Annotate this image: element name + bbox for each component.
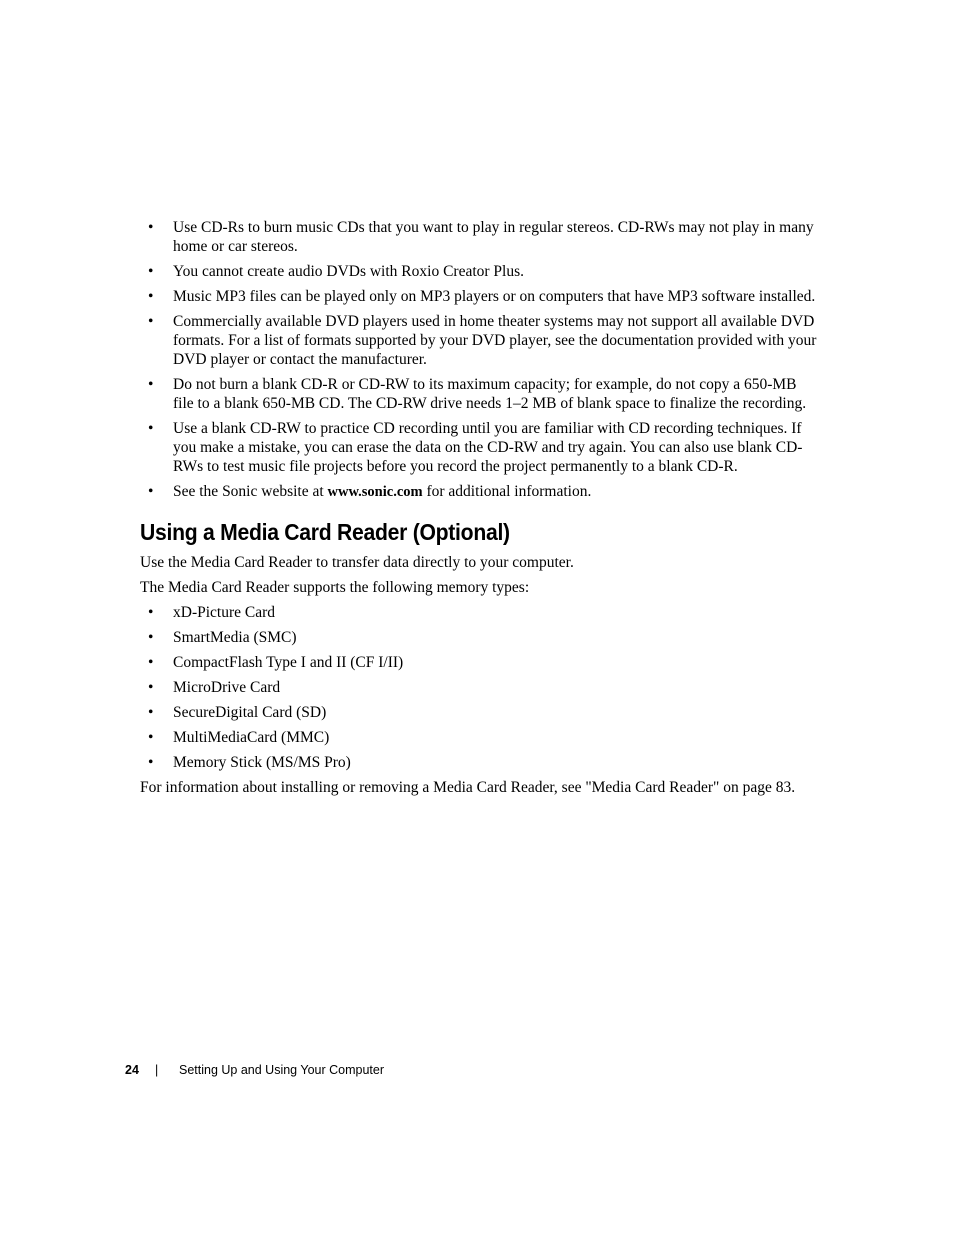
list-item: • Memory Stick (MS/MS Pro) bbox=[148, 754, 351, 771]
bullet-icon: • bbox=[148, 729, 154, 746]
supports-paragraph: The Media Card Reader supports the following memory types: bbox=[140, 579, 530, 596]
bullet-icon: • bbox=[148, 288, 154, 305]
sonic-prefix: See the Sonic website at bbox=[173, 483, 328, 500]
bullet-icon: • bbox=[148, 604, 154, 621]
bullet-icon: • bbox=[148, 313, 154, 330]
memory-types-list bbox=[140, 603, 820, 772]
bullet-icon: • bbox=[148, 629, 154, 646]
cd-tips-list bbox=[140, 218, 820, 502]
bullet-icon: • bbox=[148, 219, 154, 236]
list-item: • Use a blank CD-RW to practice CD recording until you are familiar with CD recording techniques. If you make a mistake, you can erase the data on the CD-RW and try again. You can also use blank CD-RWs to test music file projects before you record the project permanently to a blank CD-R. bbox=[148, 420, 803, 475]
intro-paragraph: Use the Media Card Reader to transfer data directly to your computer. bbox=[140, 554, 574, 571]
closing-paragraph: For information about installing or removing a Media Card Reader, see "Media Card Reader" on page 83. bbox=[140, 779, 796, 796]
list-item: • Use CD-Rs to burn music CDs that you want to play in regular stereos. CD-RWs may not play in many home or car stereos. bbox=[148, 219, 814, 255]
list-item: • SmartMedia (SMC) bbox=[148, 629, 297, 646]
page-content bbox=[140, 218, 820, 803]
list-item: • Commercially available DVD players used in home theater systems may not support all available DVD formats. For a list of formats supported by your DVD player, see the documentation provided with your DVD player or contact the manufacturer. bbox=[148, 313, 817, 368]
bullet-icon: • bbox=[148, 376, 154, 393]
bullet-icon: • bbox=[148, 263, 154, 280]
bullet-icon: • bbox=[148, 754, 154, 771]
bullet-icon: • bbox=[148, 420, 154, 437]
bullet-icon: • bbox=[148, 483, 154, 500]
sonic-suffix: for additional information. bbox=[422, 483, 592, 500]
chapter-title: Setting Up and Using Your Computer bbox=[179, 1063, 384, 1077]
bullet-icon: • bbox=[148, 679, 154, 696]
page-footer bbox=[125, 1062, 384, 1078]
list-item-sonic bbox=[140, 482, 820, 502]
list-item: • Do not burn a blank CD-R or CD-RW to its maximum capacity; for example, do not copy a 650-MB file to a blank 650-MB CD. The CD-RW drive needs 1–2 MB of blank space to finalize the recording. bbox=[148, 376, 807, 412]
list-item: • MicroDrive Card bbox=[148, 679, 281, 696]
list-item: • CompactFlash Type I and II (CF I/II) bbox=[148, 654, 404, 671]
list-item: • MultiMediaCard (MMC) bbox=[148, 729, 330, 746]
sonic-website-link[interactable]: www.sonic.com bbox=[327, 484, 423, 500]
list-item: • Music MP3 files can be played only on MP3 players or on computers that have MP3 software installed. bbox=[148, 288, 816, 305]
footer-separator: | bbox=[155, 1063, 159, 1077]
section-title: Using a Media Card Reader (Optional) bbox=[140, 519, 510, 545]
bullet-icon: • bbox=[148, 654, 154, 671]
list-item: • SecureDigital Card (SD) bbox=[148, 704, 327, 721]
bullet-icon: • bbox=[148, 704, 154, 721]
page-number: 24 bbox=[125, 1063, 139, 1077]
list-item: • xD-Picture Card bbox=[148, 604, 276, 621]
list-item: • You cannot create audio DVDs with Roxio Creator Plus. bbox=[148, 263, 525, 280]
